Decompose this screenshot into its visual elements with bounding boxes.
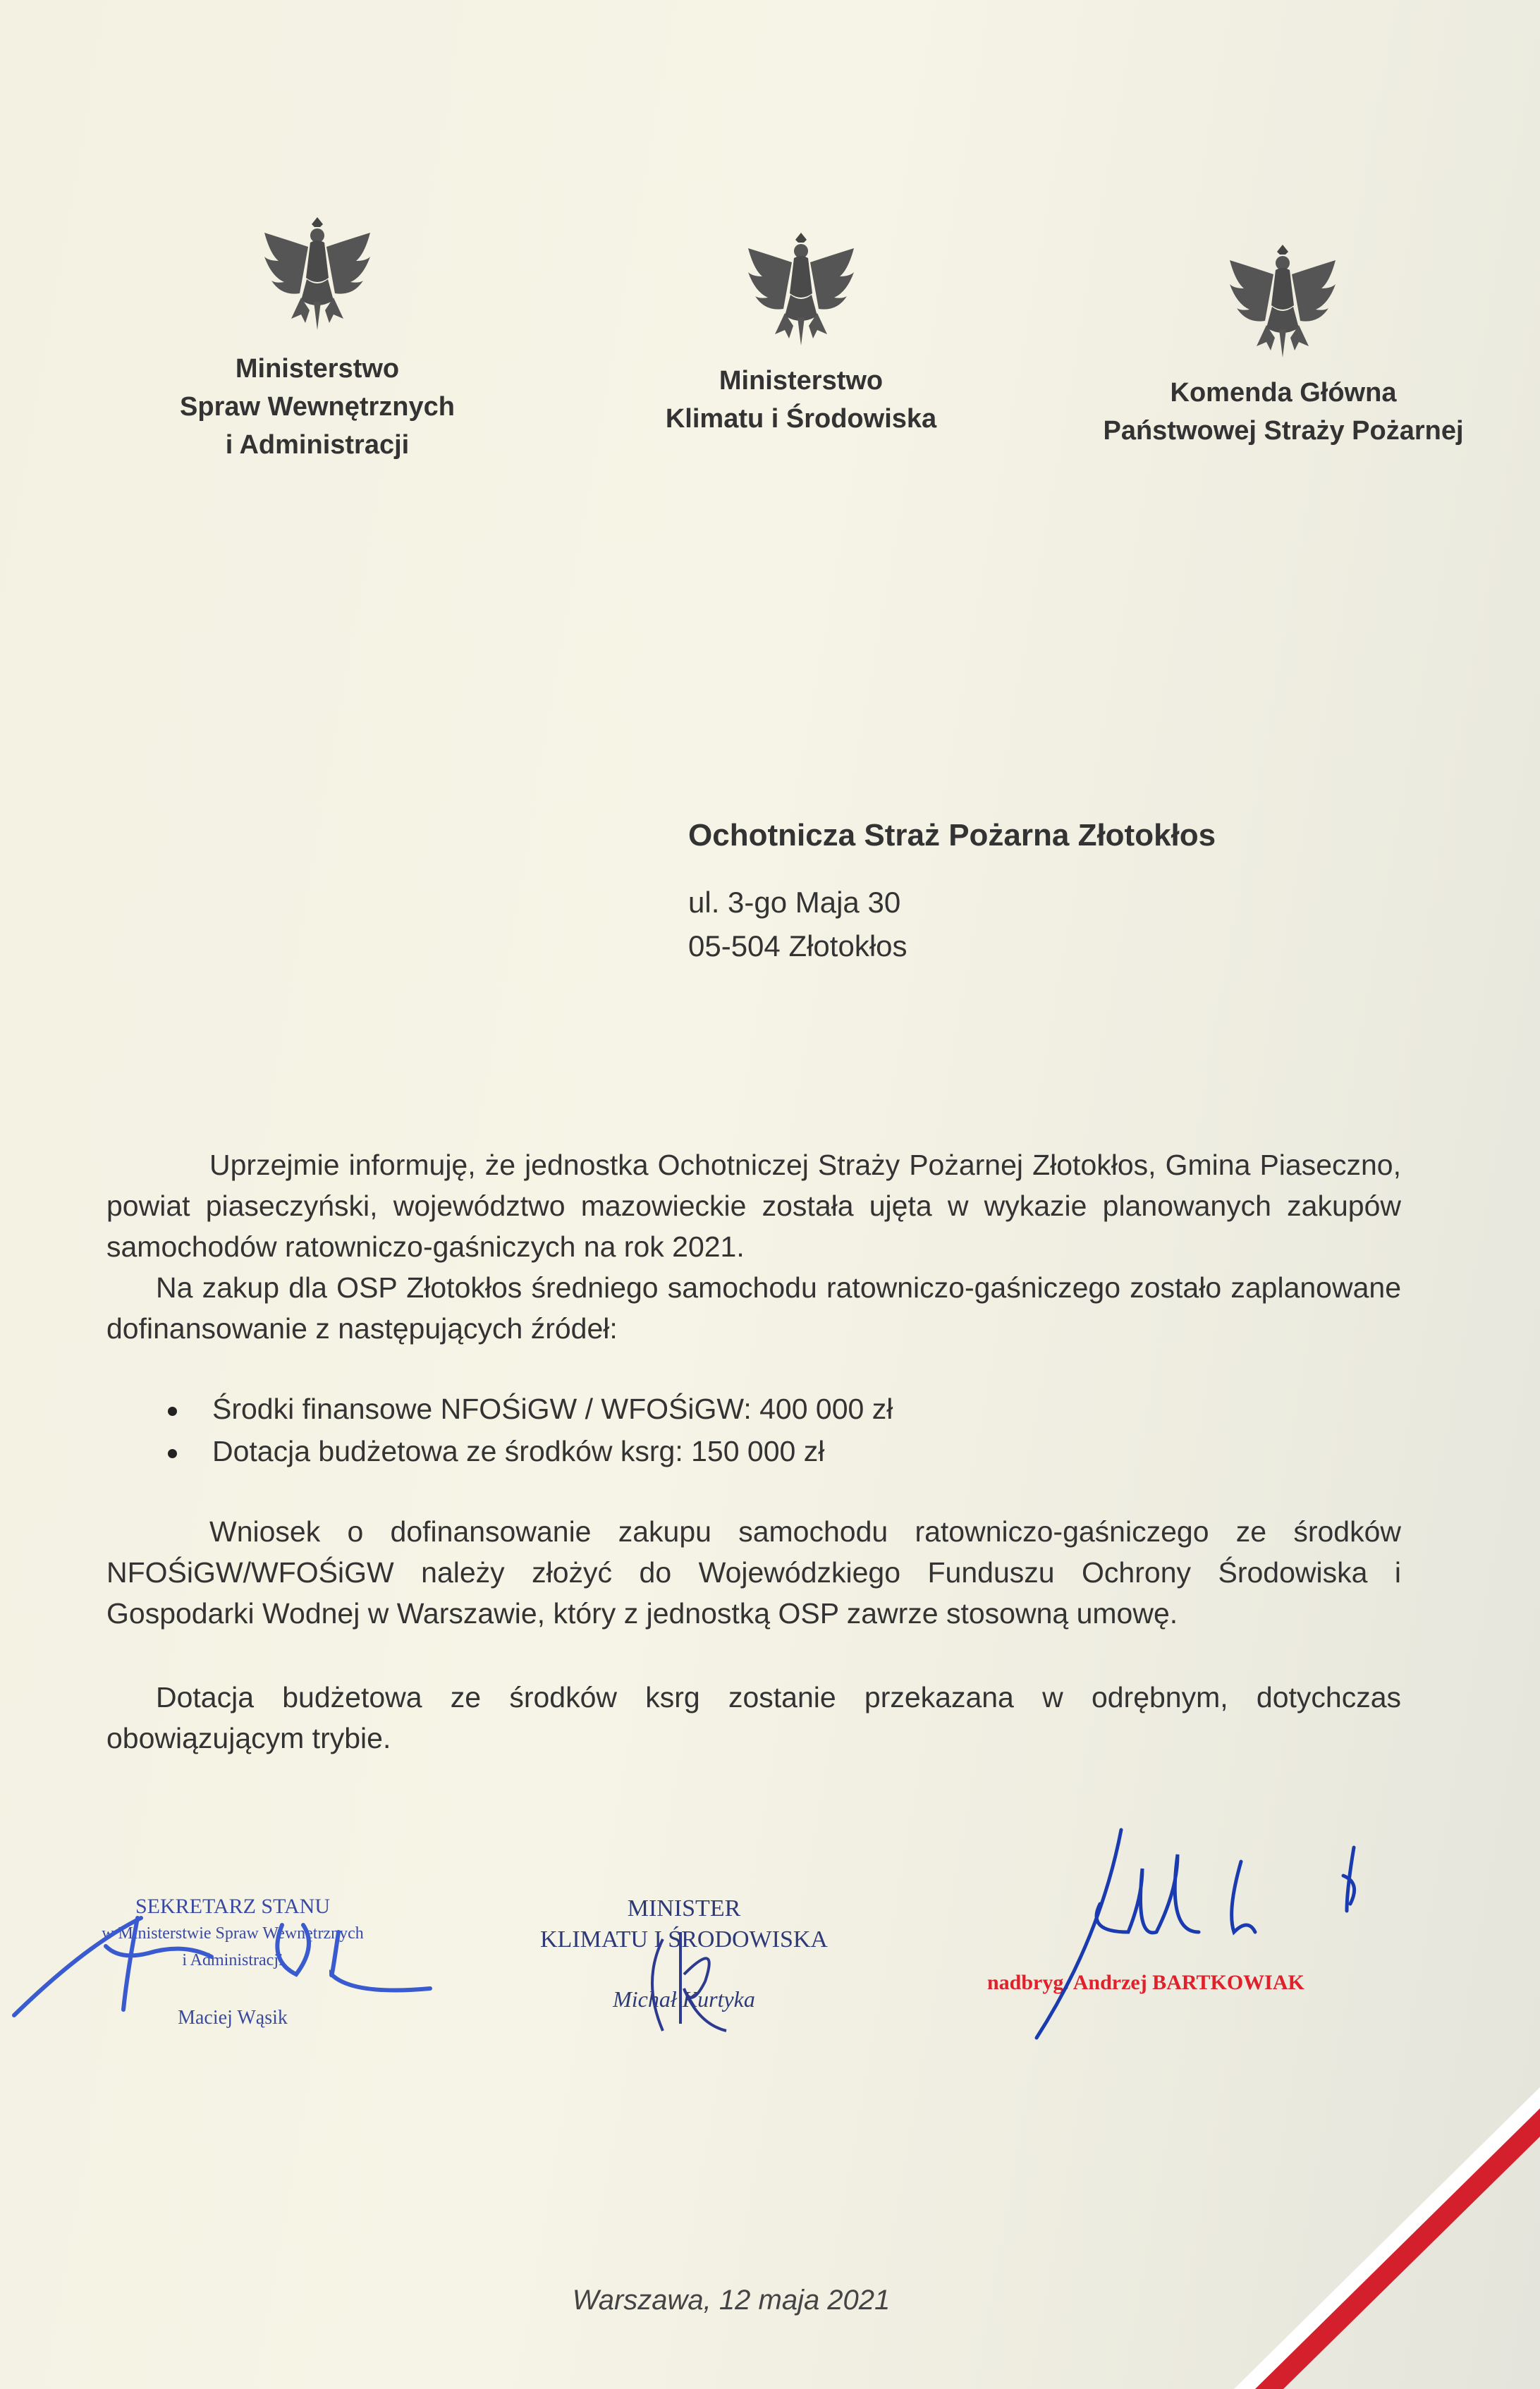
institution-line: Ministerstwo: [235, 354, 400, 384]
recipient-street: ul. 3-go Maja 30: [688, 886, 901, 919]
eagle-emblem-icon: [741, 227, 861, 350]
bullet-icon: [168, 1449, 177, 1458]
institution-line: Klimatu i Środowiska: [665, 404, 937, 434]
eagle-emblem-icon: [257, 212, 377, 335]
signatory-name-bartkowiak: nadbryg. Andrzej BARTKOWIAK: [987, 1971, 1304, 1994]
institution-mswia: [106, 350, 529, 464]
funding-item: [168, 1393, 893, 1426]
signatory-name: Maciej Wąsik: [178, 2007, 288, 2029]
bullet-icon: [168, 1407, 177, 1416]
institution-line: i Administracji: [225, 430, 410, 460]
handwritten-signature-wasik: [0, 1904, 451, 2031]
institution-line: Ministerstwo: [719, 366, 884, 396]
eagle-emblem-icon: [1223, 239, 1343, 362]
signature-title: w Ministerstwie Spraw Wewnętrznych: [102, 1924, 364, 1943]
paragraph-2: Na zakup dla OSP Złotokłos średniego samochodu ratowniczo-gaśniczego zostało zaplanowane dofinansowanie z następujących źródeł:: [106, 1271, 1401, 1345]
funding-item-text: Dotacja budżetowa ze środków ksrg: 150 000 zł: [212, 1435, 825, 1467]
institution-line: Państwowej Straży Pożarnej: [1103, 416, 1464, 446]
signature-title: MINISTER: [627, 1895, 741, 1921]
institution-line: Komenda Główna: [1170, 378, 1397, 408]
signature-title: SEKRETARZ STANU: [135, 1895, 331, 1918]
paragraph-3: Wniosek o dofinansowanie zakupu samochodu ratowniczo-gaśniczego ze środków NFOŚiGW/WFOŚiGW należy złożyć do Wojewódzkiego Funduszu Ochrony Środowiska i Gospodarki Wodnej w Warszawie, który z jednostką OSP zawrze stosowną umowę.: [106, 1515, 1401, 1630]
signature-title: KLIMATU I ŚRODOWISKA: [540, 1926, 828, 1953]
handwritten-signature-kurtyka: [621, 1918, 762, 2045]
document-date: Warszawa, 12 maja 2021: [572, 2285, 891, 2316]
signature-title: i Administracji: [182, 1951, 283, 1969]
funding-item: [168, 1435, 824, 1468]
handwritten-signature-bartkowiak: [1015, 1826, 1382, 2052]
recipient-name: Ochotnicza Straż Pożarna Złotokłos: [688, 818, 1216, 853]
national-ribbon-icon: [1234, 2087, 1540, 2389]
funding-item-text: Środki finansowe NFOŚiGW / WFOŚiGW: 400 000 zł: [212, 1393, 893, 1425]
institution-mkis: [589, 362, 1013, 438]
paragraph-1: Uprzejmie informuję, że jednostka Ochotniczej Straży Pożarnej Złotokłos, Gmina Piaseczno, powiat piaseczyński, województwo mazowieckie została ujęta w wykazie planowanych zakupów samochodów ratowniczo-gaśniczych na rok 2021.: [106, 1149, 1401, 1263]
recipient-city: 05-504 Złotokłos: [688, 929, 908, 963]
institution-line: Spraw Wewnętrznych: [180, 392, 455, 422]
paragraph-4: Dotacja budżetowa ze środków ksrg zostanie przekazana w odrębnym, dotychczas obowiązującym trybie.: [106, 1681, 1401, 1754]
signatory-name: Michał Kurtyka: [613, 1986, 755, 2012]
institution-kg-psp: [1044, 374, 1523, 450]
